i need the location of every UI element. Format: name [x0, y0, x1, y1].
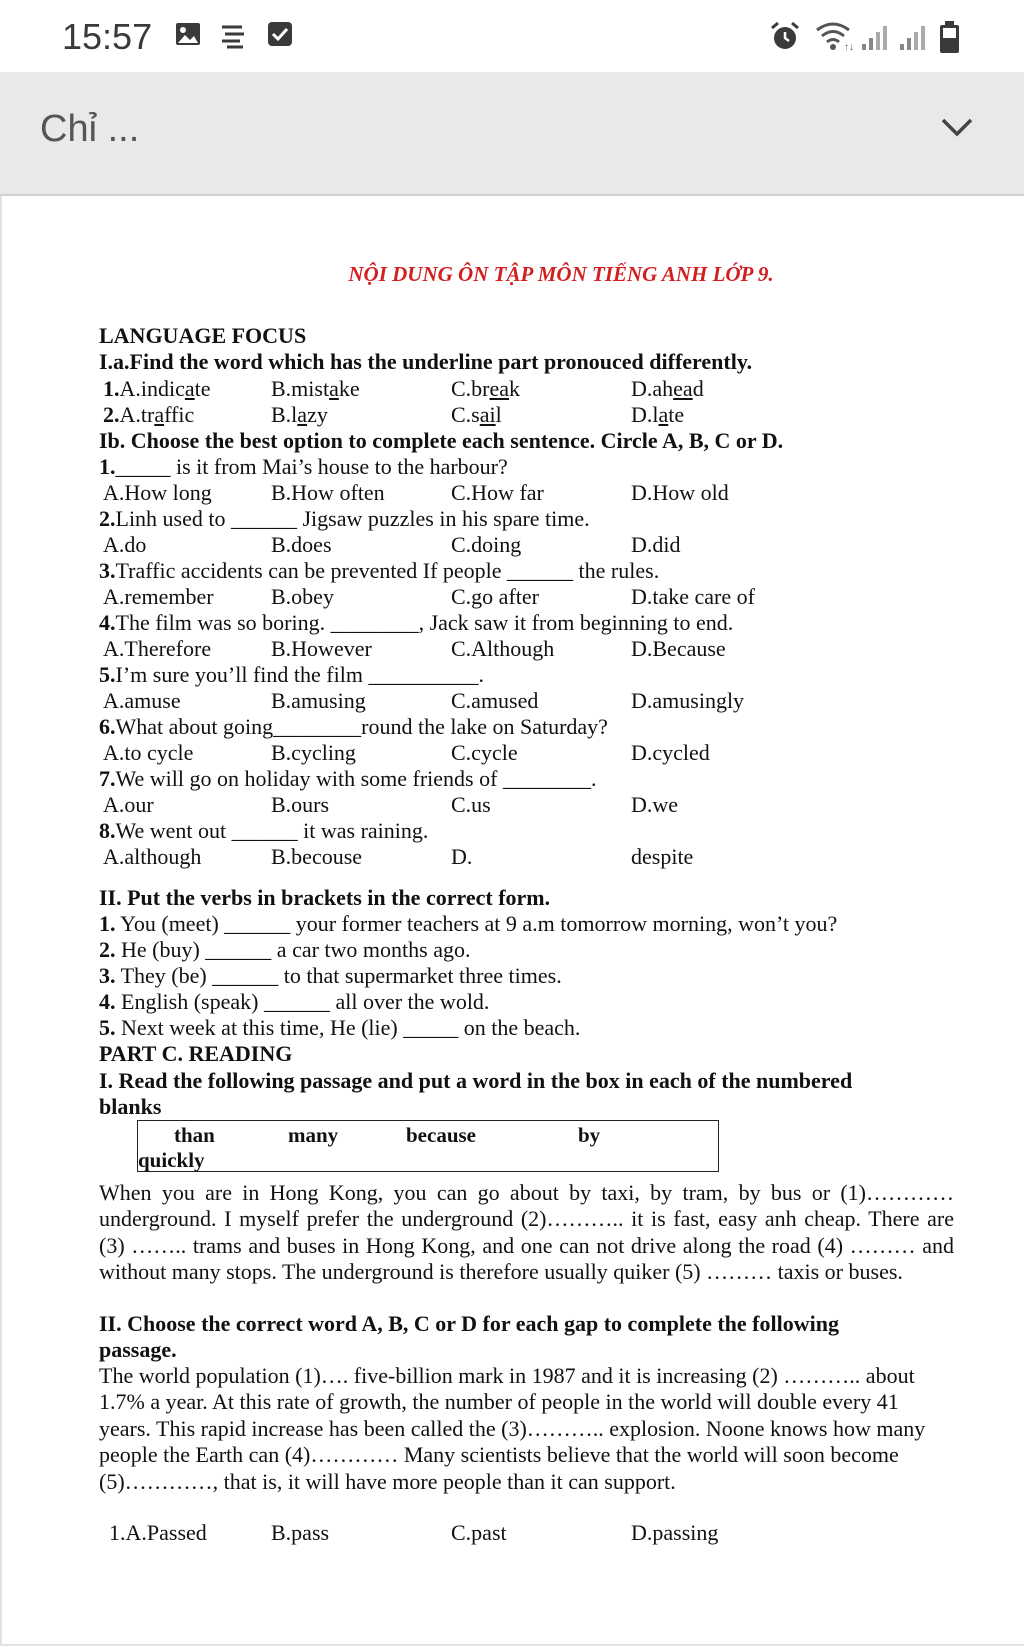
ib-option: B.However: [271, 636, 372, 661]
ib-option: D.we: [631, 792, 679, 817]
app-bar: [0, 72, 1024, 196]
ib-question: 3.Traffic accidents can be prevented If people ______ the rules.: [99, 558, 660, 583]
ib-option: D.Because: [631, 636, 726, 661]
ib-question: 1._____ is it from Mai’s house to the harbour?: [99, 454, 508, 479]
document-page: [0, 196, 1024, 1646]
signal-1-icon: [860, 20, 894, 52]
word-box-item: quickly: [138, 1148, 205, 1172]
ib-option: C.us: [451, 792, 491, 817]
ib-option: D.: [451, 844, 473, 869]
word-box-item: by: [578, 1123, 601, 1147]
document-heading: NỘI DUNG ÔN TẬP MÔN TIẾNG ANH LỚP 9.: [348, 262, 774, 286]
word-box-item: because: [406, 1123, 476, 1147]
section-language-focus: LANGUAGE FOCUS: [99, 323, 307, 348]
ib-option: B.obey: [271, 584, 334, 609]
ib-question: 5.I’m sure you’ll find the film __________.: [99, 662, 484, 687]
ia-q1-option-a: 1.A.indicate: [103, 376, 211, 401]
ib-option: D.did: [631, 532, 681, 557]
ii-item: 5. Next week at this time, He (lie) _____ on the beach.: [99, 1015, 581, 1040]
ib-option: D.cycled: [631, 740, 710, 765]
reading-i-heading-cont: blanks: [99, 1094, 162, 1119]
reading-ii-q1-option-a: 1.A.Passed: [109, 1520, 207, 1545]
ib-option: C.amused: [451, 688, 539, 713]
wifi-icon: [814, 20, 856, 52]
ii-item: 1. You (meet) ______ your former teachers at 9 a.m tomorrow morning, won’t you?: [99, 911, 838, 936]
ib-option: A.remember: [103, 584, 214, 609]
ib-option: C.cycle: [451, 740, 518, 765]
reading-ii-heading: II. Choose the correct word A, B, C or D for each gap to complete the following: [99, 1311, 839, 1336]
chevron-down-icon[interactable]: [940, 116, 974, 138]
ib-option: B.amusing: [271, 688, 366, 713]
ib-option: A.although: [103, 844, 202, 869]
ib-option: B.does: [271, 532, 332, 557]
ia-q2-option-b: B.lazy: [271, 402, 328, 427]
ib-heading: Ib. Choose the best option to complete each sentence. Circle A, B, C or D.: [99, 428, 784, 453]
status-bar: [0, 0, 1024, 72]
ib-option: A.our: [103, 792, 154, 817]
ib-option: despite: [631, 844, 694, 869]
reading-ii-q1-option-d: D.passing: [631, 1520, 719, 1545]
word-box: [137, 1120, 719, 1172]
ib-option: B.cycling: [271, 740, 356, 765]
alarm-icon: [768, 20, 802, 52]
ib-option: B.How often: [271, 480, 385, 505]
reading-ii-q1-option-b: B.pass: [271, 1520, 330, 1545]
ib-option: C.doing: [451, 532, 522, 557]
ib-option: B.becouse: [271, 844, 363, 869]
ib-option: D.How old: [631, 480, 729, 505]
ib-option: D.amusingly: [631, 688, 745, 713]
ib-option: A.Therefore: [103, 636, 212, 661]
ib-option: A.amuse: [103, 688, 181, 713]
reading-ii-q1-option-c: C.past: [451, 1520, 507, 1545]
ia-q1-option-c: C.break: [451, 376, 521, 401]
word-box-item: than: [174, 1123, 215, 1147]
ia-q1-option-b: B.mistake: [271, 376, 360, 401]
ib-question: 8.We went out ______ it was raining.: [99, 818, 429, 843]
ib-option: C.Although: [451, 636, 555, 661]
ib-option: C.go after: [451, 584, 539, 609]
ib-question: 6.What about going________round the lake on Saturday?: [99, 714, 608, 739]
ii-heading: II. Put the verbs in brackets in the correct form.: [99, 885, 551, 910]
part-c-heading: PART C. READING: [99, 1041, 293, 1066]
ii-item: 4. English (speak) ______ all over the wold.: [99, 989, 490, 1014]
reading-ii-heading-cont: passage.: [99, 1337, 177, 1362]
ia-q1-option-d: D.ahead: [631, 376, 704, 401]
ia-heading: I.a.Find the word which has the underline part pronouced differently.: [99, 349, 753, 374]
battery-icon: [938, 20, 962, 54]
word-box-item: many: [288, 1123, 339, 1147]
checkbox-icon: [266, 20, 294, 48]
ib-option: B.ours: [271, 792, 330, 817]
document-title-button[interactable]: Chỉ ...: [40, 108, 140, 150]
ib-option: A.do: [103, 532, 147, 557]
ib-option: A.to cycle: [103, 740, 194, 765]
signal-2-icon: [898, 20, 932, 52]
ib-question: 2.Linh used to ______ Jigsaw puzzles in his spare time.: [99, 506, 590, 531]
reading-passage-1: When you are in Hong Kong, you can go about by taxi, by tram, by bus or (1)………… underground. I myself prefer the underground (2)……….. it is fast, easy anh cheap. There are (3) …….. trams and buses in Hong Kong, and one can not drive along the road (4) ……… and without many stops. The underground is therefore usually quiker (5) ……… taxis or buses.: [99, 1180, 954, 1285]
ia-q2-option-a: 2.A.traffic: [103, 402, 195, 427]
ib-question: 7.We will go on holiday with some friends of ________.: [99, 766, 597, 791]
reading-passage-2: The world population (1)…. five-billion mark in 1987 and it is increasing (2) ……….. about 1.7% a year. At this rate of growth, the number of people in the world will double every 41 years. This rapid increase has been called the (3)……….. explosion. Noone knows how many people the Earth can (4)………… Many scientists believe that the world will soon become (5)…………, that is, it will have more people than it can support.: [99, 1363, 926, 1494]
ib-option: D.take care of: [631, 584, 755, 609]
ii-item: 2. He (buy) ______ a car two months ago.: [99, 937, 471, 962]
ii-item: 3. They (be) ______ to that supermarket three times.: [99, 963, 562, 988]
ia-q2-option-c: C.sail: [451, 402, 502, 427]
gallery-icon: [174, 20, 202, 48]
ib-option: A.How long: [103, 480, 212, 505]
status-time: 15:57: [62, 16, 153, 57]
notification-lines-icon: [218, 20, 248, 50]
reading-i-heading: I. Read the following passage and put a word in the box in each of the numbered: [99, 1068, 853, 1093]
ib-question: 4.The film was so boring. ________, Jack saw it from beginning to end.: [99, 610, 734, 635]
ia-q2-option-d: D.late: [631, 402, 685, 427]
svg-text:↑↓: ↑↓: [844, 42, 854, 52]
ib-option: C.How far: [451, 480, 544, 505]
